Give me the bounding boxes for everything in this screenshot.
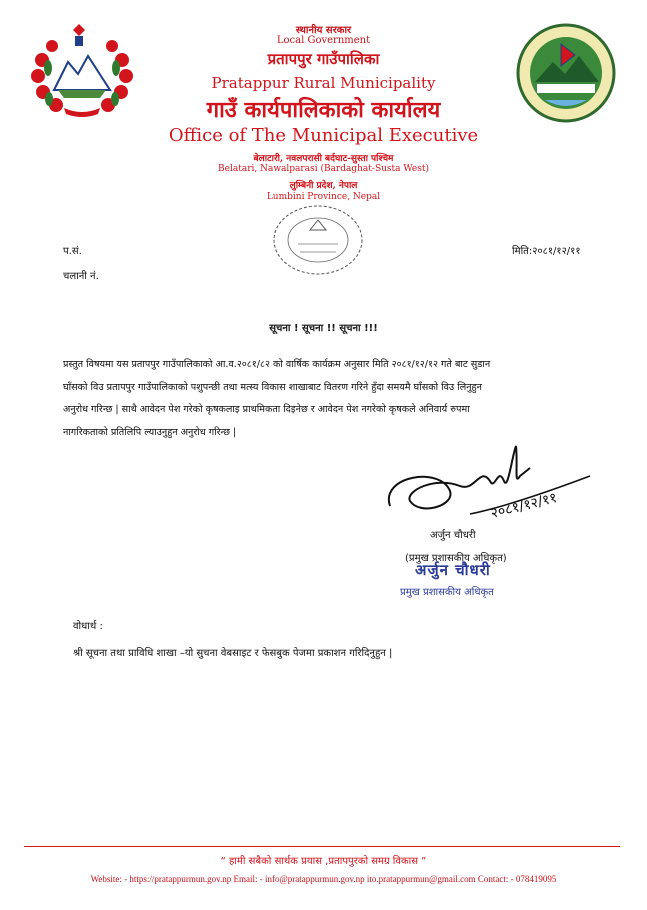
- notice-body: [63, 354, 591, 444]
- notice-line: प्रस्तुत विषयमा यस प्रतापपुर गाउँपालिकाको आ.व.२०८१/८२ को वार्षिक कार्यक्रम अनुसार मिति २०८१/१२/१२ गते बाट सुडान: [63, 359, 491, 370]
- office-title-np: गाउँ कार्यपालिकाको कार्यालय: [206, 97, 441, 123]
- local-government-np: स्थानीय सरकार: [295, 25, 352, 36]
- stamp-name: अर्जुन चौधरी: [415, 561, 491, 579]
- notice-title: सूचना ! सूचना !! सूचना !!!: [269, 323, 378, 334]
- signatory-name: अर्जुन चौधरी: [430, 530, 476, 541]
- handwritten-date: २०८१/१२/११: [489, 489, 559, 522]
- address-np: बेलाटारी, नवलपरासी बर्दघाट-सुस्ता पश्चिम: [253, 154, 394, 164]
- office-seal-icon: [268, 200, 368, 280]
- municipality-name-np: प्रतापपुर गाउँपालिका: [267, 50, 380, 68]
- date-label: मिति:२०८१/१२/११: [512, 246, 581, 257]
- footer-divider: [24, 846, 620, 847]
- municipality-name-en: Pratappur Rural Municipality: [211, 74, 436, 92]
- office-title-en: Office of The Municipal Executive: [168, 125, 479, 146]
- dispatch-number-label: चलानी नं.: [63, 271, 99, 282]
- province-np: लुम्बिनी प्रदेश, नेपाल: [289, 181, 358, 191]
- handwritten-signature-icon: [380, 436, 610, 536]
- address-en: Belatari, Nawalparasi (Bardaghat-Susta West): [218, 164, 429, 174]
- stamp-title: प्रमुख प्रशासकीय अधिकृत: [400, 587, 494, 598]
- footer-contact: Website: - https://pratappurmun.gov.np Email: - info@pratappurmun.gov.np ito.pratappurmun@gmail.com Contact: - 078419095: [90, 874, 557, 884]
- signatory-title: (प्रमुख प्रशासकीय अधिकृत): [405, 553, 507, 564]
- notice-line: घाँसको विउ प्रतापपुर गाउँपालिकाको पशुपन्छी तथा मत्स्य विकास शाखाबाट वितरण गरिने हुँदा समयमै घाँसको विउ लिनुहुन: [63, 381, 482, 393]
- local-government-en: Local Government: [276, 35, 371, 46]
- reference-number-label: प.सं.: [63, 246, 82, 257]
- notice-line: अनुरोध गरिन्छ | साथै आवेदन पेश गरेको कृषकलाइ प्राथमिकता दिइनेछ र आवेदन पेश नगरेको कृषकले अनिवार्य रुपमा: [63, 404, 470, 415]
- cc-label: वोधार्थ :: [73, 621, 103, 632]
- cc-line: श्री सूचना तथा प्राविधि शाखा –यो सुचना वेबसाइट र फेसबुक पेजमा प्रकाशन गरिदिनुहुन |: [73, 648, 393, 659]
- footer-slogan: “ हामी सबैको सार्थक प्रयास ,प्रतापपुरको समग्र विकास ”: [220, 856, 427, 867]
- notice-line: नागरिकताको प्रतिलिपि ल्याउनुहुन अनुरोध गरिन्छ |: [63, 426, 237, 438]
- province-en: Lumbini Province, Nepal: [266, 192, 381, 202]
